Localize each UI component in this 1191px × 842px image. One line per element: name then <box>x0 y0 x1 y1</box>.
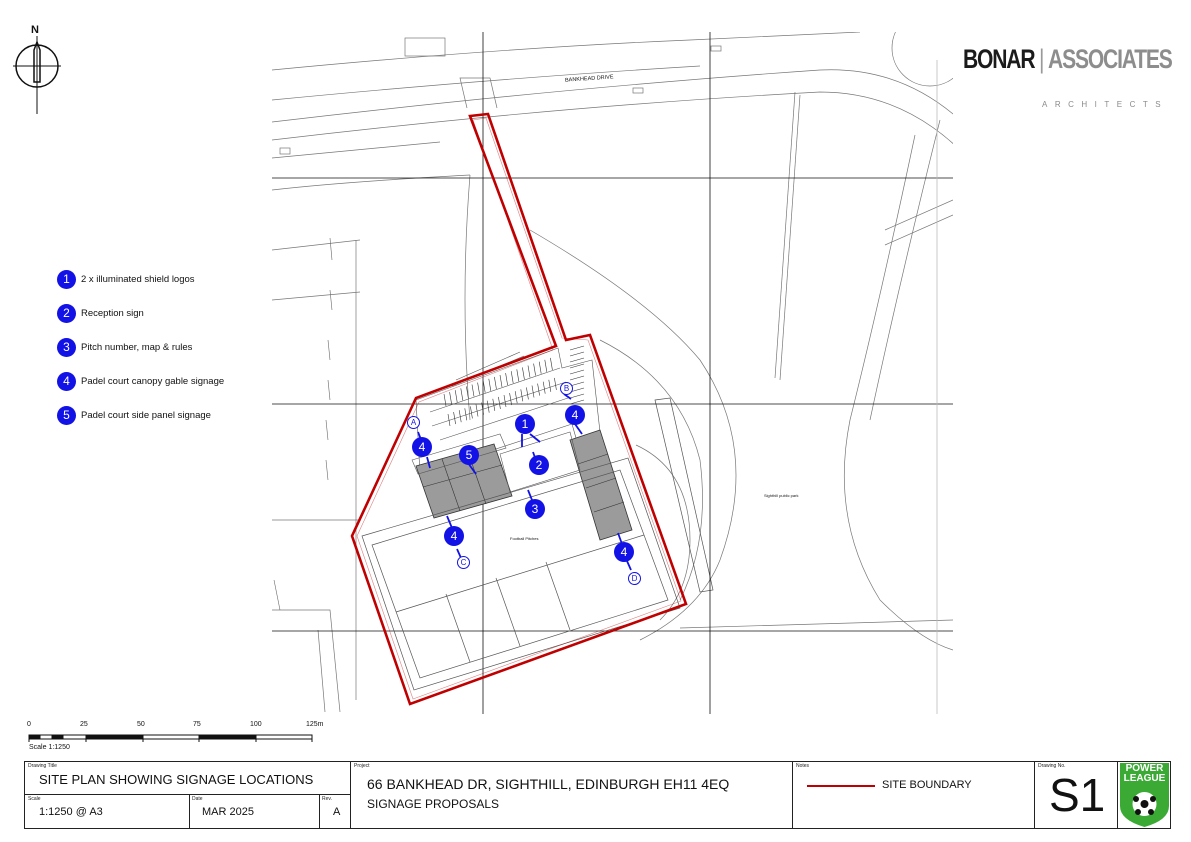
legend-number: 2 <box>57 304 76 323</box>
legend-number: 1 <box>57 270 76 289</box>
legend-number: 5 <box>57 406 76 425</box>
legend-number: 3 <box>57 338 76 357</box>
power-league-logo <box>1119 762 1170 828</box>
viewpoint-c: C <box>457 556 470 569</box>
scale-tick-label: 50 <box>137 721 145 728</box>
drawing-number: S1 <box>1049 769 1106 821</box>
scale-caption: Scale 1:1250 <box>29 744 70 751</box>
logo-text-top: POWER <box>1125 763 1164 774</box>
site-boundary-swatch <box>807 785 875 787</box>
scale-tick-label: 25 <box>80 721 88 728</box>
date-label: Date <box>192 796 203 802</box>
drawing-no-label: Drawing No. <box>1038 763 1066 769</box>
signage-marker-4: 4 <box>444 526 464 546</box>
scale-tick-label: 100 <box>250 721 262 728</box>
signage-marker-4: 4 <box>412 437 432 457</box>
legend-text: Padel court canopy gable signage <box>81 375 225 387</box>
project-cell <box>351 762 793 828</box>
title-block <box>24 761 1171 829</box>
logo-text-bottom: LEAGUE <box>1123 773 1166 784</box>
viewpoint-b: B <box>560 382 573 395</box>
brand-name-left: BONAR <box>963 44 1035 74</box>
signage-marker-3: 3 <box>525 499 545 519</box>
legend-text: Reception sign <box>81 307 144 319</box>
scale-tick-label: 75 <box>193 721 201 728</box>
legend-text: 2 x illuminated shield logos <box>81 273 195 285</box>
project-subtitle: SIGNAGE PROPOSALS <box>367 797 500 811</box>
date-value: MAR 2025 <box>202 806 254 818</box>
viewpoint-a: A <box>407 416 420 429</box>
drawing-title-cell <box>25 762 351 828</box>
legend-text: Padel court side panel signage <box>81 409 211 421</box>
notes-cell <box>793 762 1035 828</box>
scale-tick-label: 125m <box>306 721 324 728</box>
road-label: BANKHEAD DRIVE <box>564 74 614 84</box>
project-label: Project <box>354 763 370 769</box>
scale-bar <box>29 735 312 742</box>
signage-marker-4: 4 <box>565 405 585 425</box>
drawing-number-cell <box>1035 762 1118 828</box>
legend-number: 4 <box>57 372 76 391</box>
rev-label: Rev. <box>322 796 332 802</box>
brand-subtitle: ARCHITECTS <box>1042 100 1169 109</box>
project-address: 66 BANKHEAD DR, SIGHTHILL, EDINBURGH EH11 4EQ <box>367 776 730 792</box>
signage-marker-5: 5 <box>459 445 479 465</box>
drawing-title: SITE PLAN SHOWING SIGNAGE LOCATIONS <box>39 772 314 787</box>
park-label: Sighthill public park <box>764 493 799 498</box>
brand-name-right: ASSOCIATES <box>1048 44 1172 74</box>
signage-marker-1: 1 <box>515 414 535 434</box>
notes-label: Notes <box>796 763 810 769</box>
site-boundary-line <box>352 114 686 704</box>
drawing-title-label: Drawing Title <box>28 763 57 769</box>
brand-separator: | <box>1039 44 1044 74</box>
legend-text: Pitch number, map & rules <box>81 341 193 353</box>
viewpoint-d: D <box>628 572 641 585</box>
scale-value: 1:1250 @ A3 <box>39 806 103 818</box>
scale-label: Scale <box>28 796 41 802</box>
scale-tick-label: 0 <box>27 721 31 728</box>
signage-marker-4: 4 <box>614 542 634 562</box>
north-label: N <box>31 24 39 36</box>
rev-value: A <box>333 806 341 818</box>
notes-site-boundary: SITE BOUNDARY <box>882 779 972 791</box>
signage-marker-2: 2 <box>529 455 549 475</box>
pitches-label: Football Pitches <box>510 536 539 541</box>
